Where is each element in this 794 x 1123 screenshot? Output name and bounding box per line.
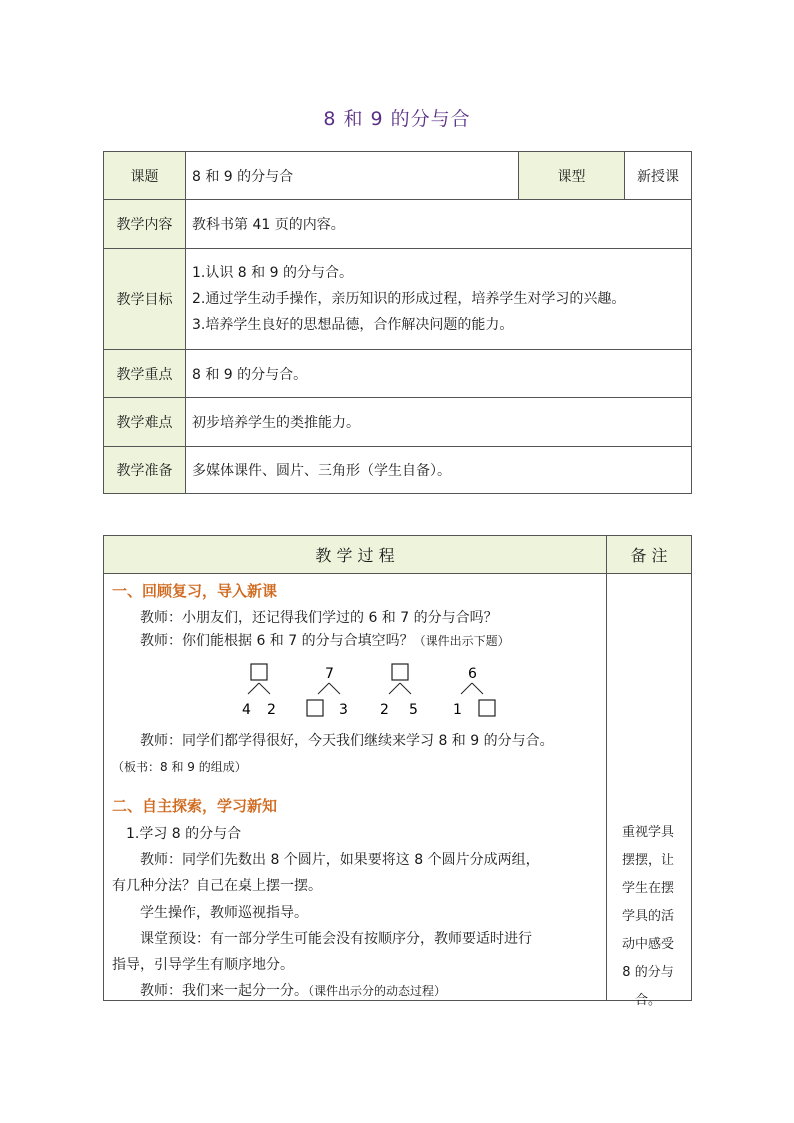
difficulty-row (104, 398, 692, 447)
s2-line-6: 指导，引导学生有顺序地分。 (112, 957, 294, 973)
s2-line-3: 有几种分法？自己在桌上摆一摆。 (112, 878, 322, 894)
branch-line (400, 683, 411, 694)
difficulty-label: 教学难点 (104, 398, 186, 447)
goal-row (104, 249, 692, 350)
section-1-title: 一、回顾复习，导入新课 (112, 582, 278, 600)
diagram-number: 7 (325, 666, 334, 682)
diagram-number: 1 (453, 702, 462, 718)
s1-board-note: （板书：8 和 9 的组成） (112, 760, 247, 774)
prep-row (104, 447, 692, 494)
branch-line (248, 683, 259, 694)
branch-line (461, 683, 472, 694)
process-header-row (104, 536, 692, 574)
s1-line-2-note: （课件出示下题） (413, 634, 510, 648)
remark-line: 重视学具 (621, 825, 674, 840)
s2-line-2: 教师：同学们先数出 8 个圆片，如果要将这 8 个圆片分成两组， (140, 852, 540, 868)
branch-line (329, 683, 340, 694)
s1-line-3: 教师：同学们都学得很好，今天我们继续来学习 8 和 9 的分与合。 (140, 733, 554, 749)
teaching-process-table (103, 535, 692, 1008)
topic-row (104, 152, 692, 200)
content-row (104, 200, 692, 249)
remark-line: 动中感受 (621, 937, 674, 952)
diagram-number: 5 (409, 702, 418, 718)
branch-line (389, 683, 400, 694)
prep-label: 教学准备 (104, 447, 186, 494)
s1-line-2-main: 教师：你们能根据 6 和 7 的分与合填空吗？ (140, 633, 414, 649)
key-value: 8 和 9 的分与合。 (186, 350, 692, 398)
diagram-number: 2 (380, 702, 389, 718)
s2-line-7 (140, 980, 446, 1000)
content-value: 教科书第 41 页的内容。 (186, 200, 692, 249)
remarks-header: 备 注 (607, 536, 692, 574)
s2-line-5: 课堂预设：有一部分学生可能会没有按顺序分，教师要适时进行 (140, 931, 532, 947)
process-content (104, 574, 607, 1001)
branch-line (472, 683, 483, 694)
page-title: 8 和 9 的分与合 (323, 108, 471, 130)
blank-box (251, 664, 267, 680)
content-label: 教学内容 (104, 200, 186, 249)
process-content-row (104, 574, 692, 1001)
decomposition-diagram (104, 574, 607, 724)
topic-label: 课题 (104, 152, 186, 200)
type-label: 课型 (519, 152, 625, 200)
lesson-info-table (103, 151, 692, 494)
branch-line (259, 683, 270, 694)
difficulty-value: 初步培养学生的类推能力。 (186, 398, 692, 447)
key-row (104, 350, 692, 398)
goal-item: 3.培养学生良好的思想品德，合作解决问题的能力。 (192, 317, 514, 333)
process-header: 教 学 过 程 (104, 536, 607, 574)
blank-box (307, 700, 323, 716)
s1-line-1: 教师：小朋友们，还记得我们学过的 6 和 7 的分与合吗？ (140, 610, 498, 626)
section-2-title: 二、自主探索，学习新知 (112, 797, 278, 815)
s2-line-4: 学生操作，教师巡视指导。 (140, 905, 308, 921)
diagram-number: 3 (339, 702, 348, 718)
goal-label: 教学目标 (104, 249, 186, 350)
diagram-number: 2 (267, 702, 276, 718)
goal-list (186, 249, 692, 350)
goal-item: 1.认识 8 和 9 的分与合。 (192, 265, 353, 281)
s2-line-1: 1.学习 8 的分与合 (126, 826, 242, 842)
remark-line: 学具的活 (621, 909, 674, 924)
remarks-cell (607, 574, 692, 1008)
s2-line-7-main: 教师：我们来一起分一分。 (140, 983, 308, 999)
type-value: 新授课 (625, 152, 692, 200)
blank-box (392, 664, 408, 680)
remark-line: 学生在摆 (621, 881, 674, 896)
prep-value: 多媒体课件、圆片、三角形（学生自备）。 (186, 447, 692, 494)
remark-line: 合。 (634, 993, 661, 1008)
remarks-text (609, 819, 687, 1015)
diagram-number: 6 (468, 666, 477, 682)
goal-item: 2.通过学生动手操作，亲历知识的形成过程，培养学生对学习的兴趣。 (192, 291, 626, 307)
remark-line: 摆摆，让 (621, 853, 674, 868)
remark-line: 8 的分与 (622, 965, 674, 980)
key-label: 教学重点 (104, 350, 186, 398)
blank-box (479, 700, 495, 716)
s2-line-7-note: （课件出示分的动态过程） (308, 984, 447, 998)
topic-value: 8 和 9 的分与合 (186, 152, 519, 200)
diagram-number: 4 (242, 702, 251, 718)
branch-line (318, 683, 329, 694)
